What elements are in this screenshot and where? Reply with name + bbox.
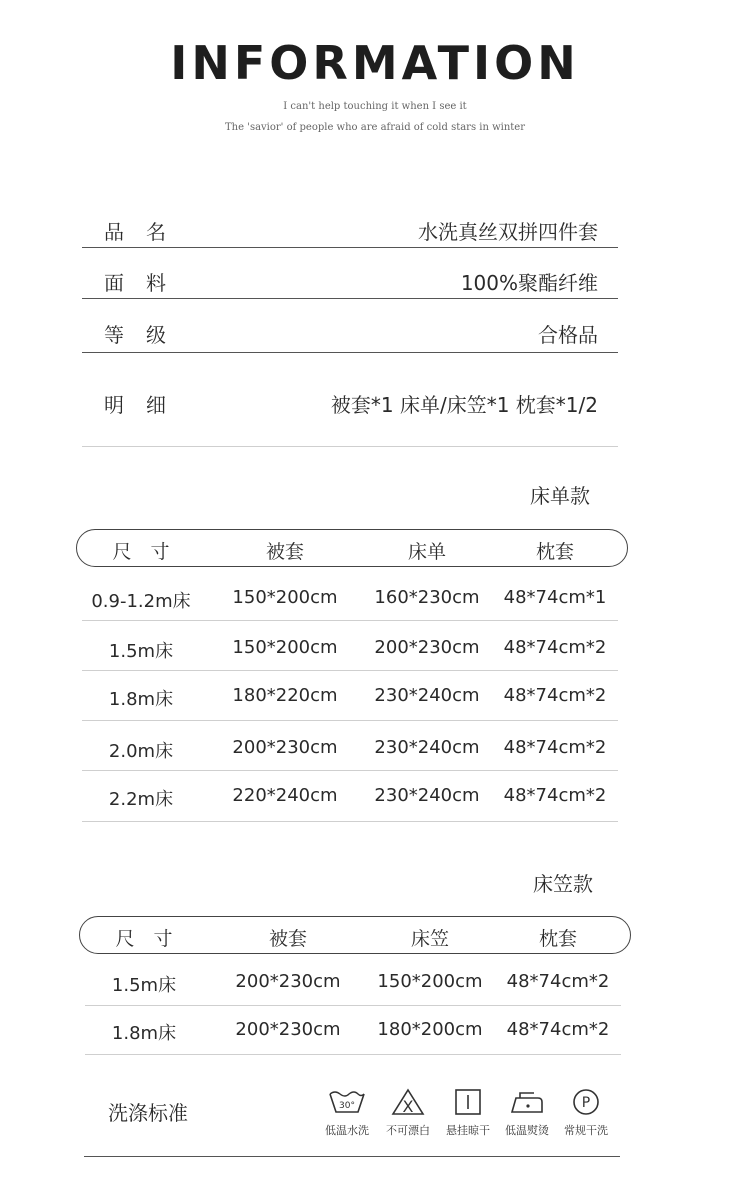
header-cell: 床笠 [410, 928, 449, 950]
dry-clean-icon [556, 1086, 616, 1118]
size-cell: 1.8m床 [111, 1023, 177, 1044]
table-cell: 200*230cm [235, 971, 341, 992]
info-row-name [82, 215, 618, 245]
header-cell: 枕套 [535, 541, 574, 563]
table-cell: 220*240cm [232, 785, 338, 806]
care-label: 常规干洗 [564, 1124, 608, 1137]
care-item [378, 1086, 438, 1138]
table-cell: 230*240cm [374, 785, 480, 806]
no-bleach-icon [378, 1086, 438, 1118]
info-label: 等级 [104, 322, 188, 347]
size-cell: 1.8m床 [108, 689, 174, 710]
header-cell: 床单 [407, 541, 446, 563]
header-cell: 枕套 [538, 928, 577, 950]
table-cell: 48*74cm*2 [503, 637, 607, 658]
table-row-divider [82, 720, 618, 721]
wash-temp-text: 30° [339, 1101, 355, 1111]
divider [82, 298, 618, 299]
info-row-detail [82, 388, 618, 418]
care-label: 悬挂晾干 [446, 1124, 490, 1137]
size-cell: 1.5m床 [111, 975, 177, 996]
care-item [438, 1086, 498, 1138]
info-row-grade [82, 318, 618, 348]
table-row-divider [82, 620, 618, 621]
hang-dry-icon [438, 1086, 498, 1118]
table-cell: 48*74cm*2 [506, 1019, 610, 1040]
table-cell: 180*220cm [232, 685, 338, 706]
table-row-divider [82, 821, 618, 822]
table-cell: 48*74cm*2 [506, 971, 610, 992]
table-cell: 48*74cm*2 [503, 785, 607, 806]
fitted-section-title: 床笠款 [533, 872, 593, 896]
care-item [556, 1086, 616, 1138]
info-value: 合格品 [538, 322, 598, 347]
info-label: 面料 [104, 270, 188, 295]
subtitle-line-1: I can't help touching it when I see it [283, 101, 467, 112]
care-label: 低温熨烫 [505, 1124, 549, 1137]
low-iron-icon [497, 1086, 557, 1118]
divider [82, 446, 618, 447]
info-label: 明细 [104, 392, 188, 417]
table-cell: 160*230cm [374, 587, 480, 608]
info-label: 品名 [104, 219, 188, 244]
page-title: INFORMATION [170, 36, 580, 90]
table-cell: 200*230cm [235, 1019, 341, 1040]
care-item [497, 1086, 557, 1138]
table-cell: 48*74cm*2 [503, 685, 607, 706]
table-cell: 230*240cm [374, 737, 480, 758]
info-value: 水洗真丝双拼四件套 [418, 219, 598, 244]
wash-30-icon [317, 1086, 377, 1118]
info-value: 100%聚酯纤维 [460, 270, 598, 295]
sheet-section-title: 床单款 [530, 484, 590, 508]
size-cell: 0.9-1.2m床 [91, 591, 191, 612]
table-cell: 150*200cm [232, 587, 338, 608]
size-cell: 2.2m床 [108, 789, 174, 810]
table-row-divider [85, 1005, 621, 1006]
size-cell: 1.5m床 [108, 641, 174, 662]
info-row-fabric [82, 266, 618, 296]
divider [84, 1156, 620, 1157]
table-row-divider [82, 770, 618, 771]
info-value: 被套*1 床单/床笠*1 枕套*1/2 [330, 392, 598, 417]
care-item [317, 1086, 377, 1138]
header-cell: 尺 寸 [115, 928, 173, 950]
care-label: 低温水洗 [325, 1124, 369, 1137]
table-cell: 200*230cm [232, 737, 338, 758]
header-cell: 被套 [265, 541, 304, 563]
size-cell: 2.0m床 [108, 741, 174, 762]
wash-title: 洗涤标准 [108, 1101, 188, 1125]
subtitle-line-2: The 'savior' of people who are afraid of cold stars in winter [224, 122, 526, 133]
table-cell: 48*74cm*1 [503, 587, 607, 608]
table-cell: 230*240cm [374, 685, 480, 706]
no-bleach-mark: X [402, 1097, 414, 1116]
dry-clean-mark: P [581, 1095, 591, 1111]
header-cell: 尺 寸 [112, 541, 170, 563]
table-cell: 200*230cm [374, 637, 480, 658]
header-cell: 被套 [268, 928, 307, 950]
table-cell: 48*74cm*2 [503, 737, 607, 758]
care-label: 不可漂白 [386, 1124, 430, 1137]
table-cell: 150*200cm [232, 637, 338, 658]
divider [82, 247, 618, 248]
table-cell: 180*200cm [377, 1019, 483, 1040]
divider [82, 352, 618, 353]
table-cell: 150*200cm [377, 971, 483, 992]
table-row-divider [85, 1054, 621, 1055]
table-row-divider [82, 670, 618, 671]
